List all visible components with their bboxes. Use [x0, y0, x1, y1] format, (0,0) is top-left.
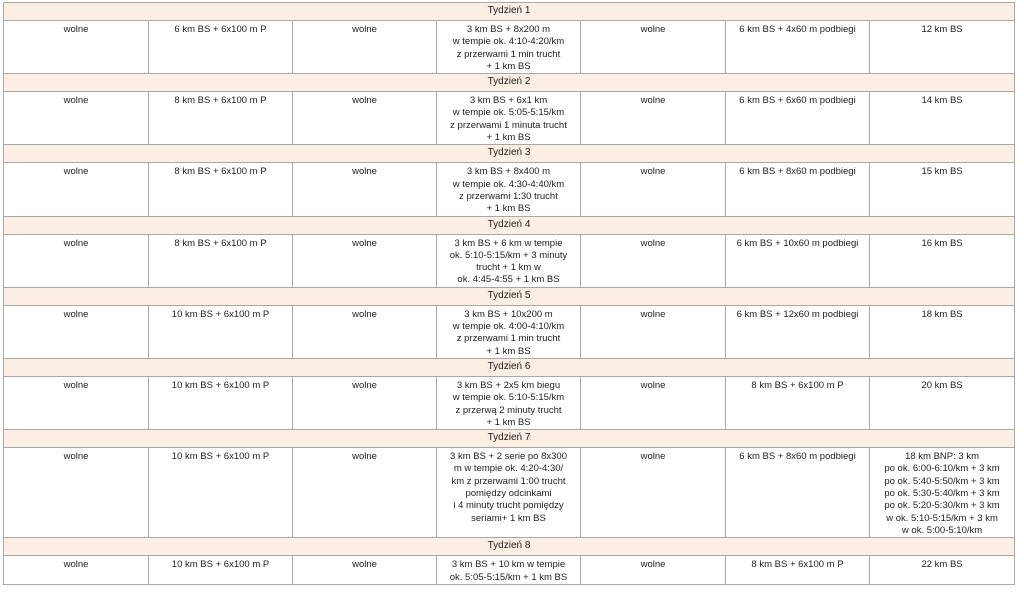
day-cell: [437, 92, 581, 145]
day-cell: [870, 305, 1015, 358]
workout-line: 3 km BS + 6 km w tempie: [454, 237, 563, 249]
workout-line: + 1 km BS: [486, 345, 531, 357]
workout-line: wolne: [63, 95, 89, 107]
workout-line: 6 km BS + 8x60 m podbiegi: [739, 166, 856, 178]
workout-line: z przerwą 2 minuty trucht: [455, 404, 562, 416]
workout-line: w tempie ok. 5:10-5:15/km: [452, 392, 565, 404]
day-cell: [726, 21, 870, 74]
day-cell: [726, 92, 870, 145]
workout-line: wolne: [640, 379, 666, 391]
week-title: Tydzień 8: [4, 538, 1015, 556]
workout-line: w ok. 5:10-5:15/km + 3 km: [886, 512, 998, 524]
workout-line: wolne: [352, 24, 377, 35]
training-plan-table: [3, 2, 1015, 585]
workout-line: wolne: [640, 166, 666, 178]
workout-line: 10 km BS + 6x100 m P: [171, 451, 270, 463]
day-cell: [726, 163, 870, 216]
day-cell: [581, 92, 726, 145]
workout-line: + 1 km BS: [486, 203, 531, 215]
workout-line: po ok. 5:40-5:50/km + 3 km: [884, 475, 1000, 487]
day-cell: [870, 92, 1015, 145]
workout-line: w tempie ok. 4:10-4:20/km: [452, 36, 565, 48]
workout-line: po ok. 6:00-6:10/km + 3 km: [884, 463, 1000, 475]
workout-line: z przerwami 1 min trucht: [456, 333, 561, 345]
day-cell: [293, 556, 437, 585]
day-cell: [149, 163, 293, 216]
workout-line: 14 km BS: [921, 95, 963, 107]
workout-line: wolne: [63, 237, 89, 249]
week-title: Tydzień 1: [4, 3, 1015, 21]
day-cell: [726, 305, 870, 358]
workout-line: seriami+ 1 km BS: [471, 512, 546, 524]
workout-line: ok. 5:10-5:15/km + 3 minuty: [449, 249, 568, 261]
workout-line: wolne: [352, 559, 377, 571]
day-cell: [437, 556, 581, 585]
workout-line: 18 km BS: [921, 308, 963, 320]
workout-line: wolne: [640, 237, 666, 249]
workout-line: wolne: [63, 308, 89, 320]
workout-line: wolne: [352, 95, 377, 107]
day-cell: [870, 448, 1015, 538]
week-header-row: [4, 287, 1015, 305]
workout-line: 6 km BS + 6x60 m podbiegi: [739, 95, 856, 107]
workout-line: + 1 km BS: [486, 416, 531, 428]
day-cell: [4, 376, 149, 429]
day-cell: [293, 163, 437, 216]
day-cell: [870, 21, 1015, 74]
day-cell: [293, 21, 437, 74]
day-cell: [149, 234, 293, 287]
day-cell: [149, 448, 293, 538]
workout-line: 8 km BS + 6x100 m P: [751, 379, 844, 391]
week-days-row: [4, 376, 1015, 429]
week-title: Tydzień 4: [4, 216, 1015, 234]
week-header-row: [4, 3, 1015, 21]
day-cell: [437, 234, 581, 287]
workout-line: wolne: [640, 451, 666, 463]
week-days-row: [4, 163, 1015, 216]
workout-line: 20 km BS: [921, 379, 963, 391]
workout-line: wolne: [352, 166, 377, 178]
training-plan: [3, 2, 1014, 585]
workout-line: 6 km BS + 4x60 m podbiegi: [739, 24, 856, 35]
day-cell: [149, 376, 293, 429]
week-days-row: [4, 448, 1015, 538]
day-cell: [870, 163, 1015, 216]
workout-line: pomiędzy odcinkami: [465, 488, 552, 500]
week-title: Tydzień 7: [4, 430, 1015, 448]
day-cell: [726, 448, 870, 538]
workout-line: ok. 5:05-5:15/km + 1 km BS: [449, 571, 568, 583]
workout-line: wolne: [63, 24, 89, 35]
workout-line: wolne: [63, 559, 89, 571]
workout-line: 6 km BS + 12x60 m podbiegi: [736, 308, 859, 320]
workout-line: z przerwami 1 min trucht: [456, 48, 561, 60]
day-cell: [4, 305, 149, 358]
week-title: Tydzień 2: [4, 74, 1015, 92]
day-cell: [149, 556, 293, 585]
workout-line: 15 km BS: [921, 166, 963, 178]
workout-line: wolne: [352, 379, 377, 391]
day-cell: [149, 305, 293, 358]
workout-line: wolne: [640, 308, 666, 320]
workout-line: + 1 km BS: [486, 132, 531, 144]
week-days-row: [4, 234, 1015, 287]
day-cell: [870, 376, 1015, 429]
day-cell: [726, 376, 870, 429]
workout-line: wolne: [352, 451, 377, 463]
day-cell: [4, 234, 149, 287]
day-cell: [293, 376, 437, 429]
workout-line: 8 km BS + 6x100 m P: [174, 166, 267, 178]
workout-line: z przerwami 1:30 trucht: [459, 190, 558, 202]
day-cell: [437, 163, 581, 216]
week-title: Tydzień 6: [4, 358, 1015, 376]
day-cell: [581, 163, 726, 216]
workout-line: w tempie ok. 5:05-5:15/km: [452, 107, 565, 119]
workout-line: 3 km BS + 10 km w tempie: [451, 559, 566, 571]
day-cell: [4, 448, 149, 538]
day-cell: [4, 556, 149, 585]
workout-line: po ok. 5:30-5:40/km + 3 km: [884, 488, 1000, 500]
day-cell: [4, 92, 149, 145]
workout-line: 10 km BS + 6x100 m P: [171, 559, 270, 571]
workout-line: 3 km BS + 6x1 km: [469, 95, 548, 107]
workout-line: 8 km BS + 6x100 m P: [751, 559, 844, 571]
day-cell: [293, 448, 437, 538]
workout-line: wolne: [352, 308, 377, 320]
workout-line: w tempie ok. 4:00-4:10/km: [452, 321, 565, 333]
week-title: Tydzień 5: [4, 287, 1015, 305]
day-cell: [581, 556, 726, 585]
workout-line: i 4 minuty trucht pomiędzy: [453, 500, 564, 512]
day-cell: [581, 305, 726, 358]
workout-line: 6 km BS + 6x100 m P: [174, 24, 267, 35]
workout-line: wolne: [640, 24, 666, 35]
workout-line: po ok. 5:20-5:30/km + 3 km: [884, 500, 1000, 512]
week-days-row: [4, 92, 1015, 145]
workout-line: 3 km BS + 2 serie po 8x300: [450, 451, 567, 463]
week-title: Tydzień 3: [4, 145, 1015, 163]
day-cell: [437, 376, 581, 429]
workout-line: 10 km BS + 6x100 m P: [171, 379, 270, 391]
workout-line: 6 km BS + 10x60 m podbiegi: [736, 237, 859, 249]
workout-line: m w tempie ok. 4:20-4:30/: [453, 463, 564, 475]
workout-line: wolne: [352, 237, 377, 249]
workout-line: wolne: [640, 559, 666, 571]
day-cell: [4, 21, 149, 74]
day-cell: [726, 556, 870, 585]
workout-line: 8 km BS + 6x100 m P: [174, 95, 267, 107]
day-cell: [149, 21, 293, 74]
workout-line: wolne: [63, 166, 89, 178]
day-cell: [293, 305, 437, 358]
workout-line: km z przerwami 1:00 trucht: [451, 475, 566, 487]
workout-line: wolne: [63, 379, 89, 391]
day-cell: [581, 21, 726, 74]
day-cell: [870, 556, 1015, 585]
week-days-row: [4, 21, 1015, 74]
workout-line: trucht + 1 km w: [476, 262, 541, 274]
workout-line: 22 km BS: [921, 559, 963, 571]
workout-line: w ok. 5:00-5:10/km: [901, 524, 983, 536]
day-cell: [437, 448, 581, 538]
workout-line: 8 km BS + 6x100 m P: [174, 237, 267, 249]
day-cell: [149, 92, 293, 145]
workout-line: 3 km BS + 10x200 m: [464, 308, 553, 320]
workout-line: 12 km BS: [921, 24, 963, 35]
day-cell: [293, 92, 437, 145]
workout-line: ok. 4:45-4:55 + 1 km BS: [457, 274, 560, 286]
week-days-row: [4, 305, 1015, 358]
workout-line: 16 km BS: [921, 237, 963, 249]
day-cell: [581, 448, 726, 538]
day-cell: [293, 234, 437, 287]
day-cell: [4, 163, 149, 216]
workout-line: w tempie ok. 4:30-4:40/km: [452, 178, 565, 190]
workout-line: wolne: [640, 95, 666, 107]
day-cell: [581, 234, 726, 287]
workout-line: wolne: [63, 451, 89, 463]
week-header-row: [4, 538, 1015, 556]
week-header-row: [4, 74, 1015, 92]
week-header-row: [4, 145, 1015, 163]
workout-line: 3 km BS + 8x400 m: [466, 166, 551, 178]
workout-line: 10 km BS + 6x100 m P: [171, 308, 270, 320]
workout-line: 3 km BS + 8x200 m: [466, 24, 551, 35]
week-header-row: [4, 358, 1015, 376]
workout-line: + 1 km BS: [486, 60, 531, 72]
day-cell: [726, 234, 870, 287]
week-days-row: [4, 556, 1015, 585]
workout-line: 6 km BS + 8x60 m podbiegi: [739, 451, 856, 463]
day-cell: [437, 21, 581, 74]
workout-line: z przerwami 1 minuta trucht: [450, 119, 567, 131]
week-header-row: [4, 430, 1015, 448]
day-cell: [581, 376, 726, 429]
week-header-row: [4, 216, 1015, 234]
workout-line: 3 km BS + 2x5 km biegu: [456, 379, 561, 391]
day-cell: [870, 234, 1015, 287]
workout-line: 18 km BNP: 3 km: [905, 451, 979, 463]
day-cell: [437, 305, 581, 358]
